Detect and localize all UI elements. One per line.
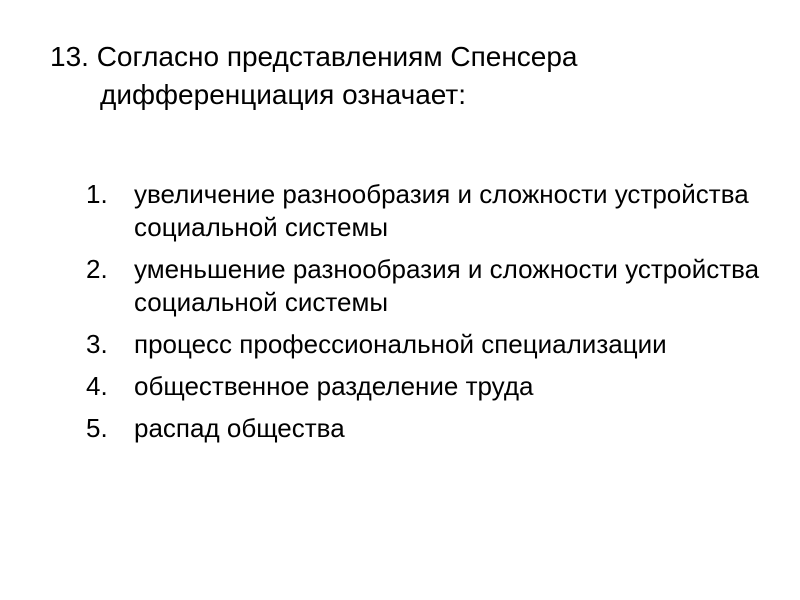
answer-text: общественное разделение труда [134,371,534,401]
answer-text: увеличение разнообразия и сложности устройства социальной системы [134,179,749,242]
answer-option-2 [86,253,766,319]
answer-option-5 [86,412,766,445]
answer-number: 1. [86,179,108,209]
answer-number: 3. [86,329,108,359]
answer-option-4 [86,370,766,403]
question-text: 13. Согласно представлениям Спенсера дифференциация означает: [50,41,578,110]
answer-number: 4. [86,371,108,401]
answer-text: процесс профессиональной специализации [134,329,667,359]
answer-option-3 [86,328,766,361]
answer-option-1 [86,178,766,244]
answer-text: уменьшение разнообразия и сложности устройства социальной системы [134,254,760,317]
answer-list [86,178,766,454]
answer-text: распад общества [134,413,345,443]
answer-number: 5. [86,413,108,443]
answer-number: 2. [86,254,108,284]
